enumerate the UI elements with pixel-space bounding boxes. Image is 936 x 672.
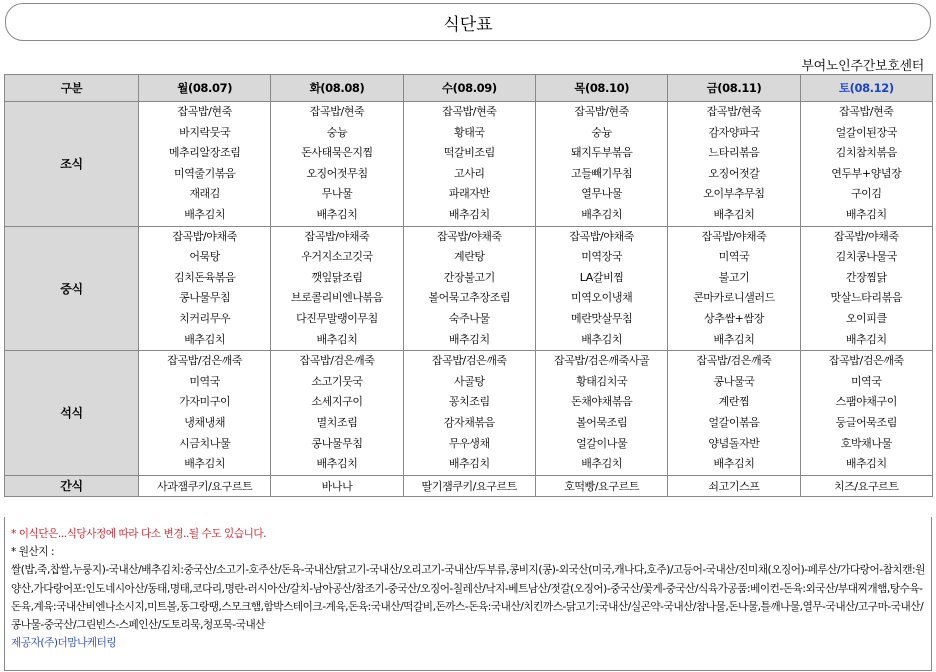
dish-item: LA갈비찜 xyxy=(579,270,624,284)
dish-item: 열무나물 xyxy=(581,187,623,201)
dish-item: 콩나물무침 xyxy=(311,436,363,450)
dish-item: 잡곡밥/검은깨죽 xyxy=(431,354,507,368)
snack-cell-wed: 딸기잼쿠키/요구르트 xyxy=(403,475,535,496)
origin-label: * 원산지 : xyxy=(11,546,55,559)
meal-row xyxy=(5,102,933,227)
dish-item: 깻잎닭조림 xyxy=(311,270,363,284)
dish-item: 김치돈육볶음 xyxy=(173,270,236,284)
notes-section xyxy=(4,517,932,671)
dish-item: 미역국 xyxy=(189,374,220,388)
dish-item: 감자채볶음 xyxy=(443,415,495,429)
meal-cell-tue xyxy=(271,351,403,476)
meal-cell-mon xyxy=(139,226,271,351)
dish-item: 콩나물국 xyxy=(713,374,755,388)
dish-item: 양념돌자반 xyxy=(708,436,760,450)
dish-item: 어묵탕 xyxy=(189,250,220,264)
dish-item: 잡곡밥/현죽 xyxy=(574,105,629,118)
origin-details: 쌀(밥,죽,찹쌀,누룽지)-국내산/배추김치:중국산/소고기-호주산/돈육-국내산/닭고기-국내산/오리고기-국내산/두부류,콩비지(콩)-외국산(미국,캐나다,호주)/고등어-국내산/진미채(오징어)-페루산/가다랑어-참치캔:원양산,가다랑어포:인도네시아산/동태,명태,코다리,명란-러시아산/갈치-남아공산/참조기-중국산/오징어-칠레산/낙지-베트남산/젓갈(오징어)-중국산/꽃게-중국산/식육가공품:베이컨-돈육:외국산/부대찌개햄,탕수육-돈육,계육:국내산비엔나소시지,미트볼,동그랑땡,스모크햄,함박스테이크-계육,돈육:국내산/떡갈비,돈까스-돈육:국내산/치킨까스-닭고기:국내산/실곤약-국내산/참나물,돈나물,틀깨나물,열무-국내산/고구마-국내산/콩나물-중국산/그린빈스-스페인산/도토리묵,청포묵-국내산 xyxy=(11,564,925,632)
dish-item: 잡곡밥/야채죽 xyxy=(833,229,899,243)
dish-item: 얼갈이나물 xyxy=(576,436,628,450)
dish-item: 잡곡밥/검은깨죽 xyxy=(299,354,375,368)
header-row xyxy=(5,75,933,102)
dish-item: 바지락뭇국 xyxy=(179,125,231,139)
dish-item: 무나물 xyxy=(321,187,353,201)
day-header-thu: 목(08.10) xyxy=(535,75,667,102)
dish-item: 소세지구이 xyxy=(311,395,363,409)
meal-cell-thu xyxy=(535,226,667,351)
dish-item: 황태김치국 xyxy=(576,374,628,388)
dish-item: 김치참치볶음 xyxy=(835,146,897,160)
meal-cell-fri xyxy=(668,102,800,227)
dish-item: 배추김치 xyxy=(713,207,755,221)
dish-item: 무우생채 xyxy=(448,436,490,450)
dish-item: 잡곡밥/현죽 xyxy=(442,105,497,118)
dish-item: 잡곡밥/현죽 xyxy=(177,105,232,118)
dish-item: 맛살느타리볶음 xyxy=(830,291,903,305)
dish-item: 둥글어묵조림 xyxy=(835,415,897,429)
snack-cell-thu: 호떡빵/요구르트 xyxy=(535,475,667,496)
dish-item: 미역국 xyxy=(850,374,882,388)
dish-item: 얼갈이된장국 xyxy=(835,125,897,139)
snack-category-label: 간식 xyxy=(5,475,139,496)
dish-item: 배추김치 xyxy=(845,457,887,471)
day-header-tue: 화(08.08) xyxy=(271,75,403,102)
dish-item: 오징어젓갈 xyxy=(708,166,760,180)
dish-item: 김치콩나물국 xyxy=(835,250,897,264)
dish-item: 구이김 xyxy=(850,187,882,201)
meal-cell-thu xyxy=(535,102,667,227)
dish-item: 사골탕 xyxy=(453,374,485,388)
dish-item: 배추김치 xyxy=(448,207,490,221)
dish-item: 배추김치 xyxy=(316,457,358,471)
dish-item: 배추김치 xyxy=(448,457,490,471)
dish-item: 미역장국 xyxy=(581,250,623,264)
dish-item: 잡곡밥/현죽 xyxy=(839,105,894,118)
dish-item: 떡갈비조림 xyxy=(443,146,495,160)
dish-item: 잡곡밥/검은깨죽사골 xyxy=(553,354,650,368)
dish-item: 불고기 xyxy=(718,270,750,284)
dish-item: 메란맛살무침 xyxy=(570,311,633,325)
dish-item: 파래자반 xyxy=(448,187,490,201)
dish-item: 잡곡밥/현죽 xyxy=(309,105,365,118)
day-header-sat: 토(08.12) xyxy=(800,75,932,102)
meal-row xyxy=(5,351,933,476)
dish-item: 호박채나물 xyxy=(840,436,892,450)
dish-item: 배추김치 xyxy=(581,457,623,471)
weekly-menu-table xyxy=(4,74,933,497)
meal-category-label: 석식 xyxy=(5,351,139,476)
dish-item: 배추김치 xyxy=(448,332,490,346)
dish-item: 잡곡밥/검은깨죽 xyxy=(696,354,772,368)
dish-item: 냉채냉채 xyxy=(184,415,226,429)
dish-item: 황태국 xyxy=(453,125,485,139)
dish-item: 고사리 xyxy=(453,166,485,180)
meal-cell-mon xyxy=(139,102,271,227)
dish-item: 볼어묵고추장조림 xyxy=(428,291,511,305)
dish-item: 얼갈이볶음 xyxy=(708,415,760,429)
organization-name: 부여노인주간보호센터 xyxy=(801,59,924,74)
snack-cell-mon: 사과잼쿠키/요구르트 xyxy=(139,475,271,496)
dish-item: 배추김치 xyxy=(845,332,887,346)
dish-item: 잡곡밥/현죽 xyxy=(706,105,762,118)
dish-item: 오이피클 xyxy=(845,311,887,325)
day-header-wed: 수(08.09) xyxy=(403,75,535,102)
dish-item: 오이부추무침 xyxy=(703,187,765,201)
meal-cell-wed xyxy=(403,351,535,476)
dish-item: 숙주나물 xyxy=(448,311,490,325)
dish-item: 돼지두부볶음 xyxy=(570,146,633,160)
dish-item: 미역줄기볶음 xyxy=(173,166,236,180)
snack-cell-fri: 쇠고기스프 xyxy=(668,475,800,496)
dish-item: 연두부+양념장 xyxy=(831,166,902,180)
dish-item: 배추김치 xyxy=(581,332,623,346)
dish-item: 미역국 xyxy=(718,250,750,264)
meal-cell-mon xyxy=(139,351,271,476)
dish-item: 느타리볶음 xyxy=(708,146,760,160)
meal-category-label: 조식 xyxy=(5,102,139,227)
dish-item: 잡곡밥/야채죽 xyxy=(701,229,767,243)
dish-item: 볼어묵조림 xyxy=(576,415,628,429)
dish-item: 감자양파국 xyxy=(708,125,760,139)
dish-item: 메추리알장조림 xyxy=(168,146,241,160)
dish-item: 배추김치 xyxy=(184,207,226,221)
dish-item: 배추김치 xyxy=(316,332,358,346)
dish-item: 간장불고기 xyxy=(443,270,495,284)
meal-cell-sat xyxy=(800,351,932,476)
dish-item: 오징어젓무침 xyxy=(306,166,368,180)
page-title: 식단표 xyxy=(443,14,493,35)
dish-item: 잡곡밥/야채죽 xyxy=(304,229,370,243)
dish-item: 잡곡밥/야채죽 xyxy=(172,229,237,243)
dish-item: 잡곡밥/검은깨죽 xyxy=(828,354,904,368)
dish-item: 배추김치 xyxy=(184,332,226,346)
snack-cell-tue: 바나나 xyxy=(271,475,403,496)
dish-item: 잡곡밥/검은깨죽 xyxy=(167,354,243,368)
meal-cell-sat xyxy=(800,102,932,227)
dish-item: 배추김치 xyxy=(713,332,755,346)
dish-item: 가자미구이 xyxy=(179,395,231,409)
meal-cell-fri xyxy=(668,351,800,476)
dish-item: 콘마카로니샐러드 xyxy=(693,291,775,305)
meal-category-label: 중식 xyxy=(5,226,139,351)
snack-row xyxy=(5,475,933,496)
dish-item: 배추김치 xyxy=(316,207,358,221)
dish-item: 잡곡밥/야채죽 xyxy=(569,229,634,243)
meal-cell-wed xyxy=(403,226,535,351)
dish-item: 계란탕 xyxy=(453,250,485,264)
dish-item: 우거지소고깃국 xyxy=(301,250,373,264)
meal-cell-tue xyxy=(271,102,403,227)
change-notice: * 이식단은...식당사정에 따라 다소 변경..될 수도 있습니다. xyxy=(11,528,267,540)
dish-item: 배추김치 xyxy=(581,207,623,221)
meal-cell-thu xyxy=(535,351,667,476)
dish-item: 숭늉 xyxy=(591,125,612,139)
dish-item: 계란찜 xyxy=(718,395,750,409)
menu-title-banner xyxy=(5,3,931,41)
dish-item: 콩나물무침 xyxy=(179,291,231,305)
dish-item: 상추쌈+쌈장 xyxy=(704,311,764,325)
dish-item: 스팸야채구이 xyxy=(835,395,897,409)
dish-item: 돈사태묵은지찜 xyxy=(301,146,373,160)
dish-item: 브로콜리비엔나볶음 xyxy=(290,291,384,305)
dish-item: 고들빼기무침 xyxy=(570,166,633,180)
provider-info: 제공자(주)더맘나케터링 xyxy=(11,637,117,650)
dish-item: 시금치나물 xyxy=(179,436,231,450)
day-header-mon: 월(08.07) xyxy=(139,75,271,102)
meal-cell-wed xyxy=(403,102,535,227)
corner-header: 구분 xyxy=(5,75,139,102)
dish-item: 멸치조림 xyxy=(316,415,358,429)
dish-item: 간장찜닭 xyxy=(845,270,887,284)
meal-cell-tue xyxy=(271,226,403,351)
dish-item: 배추김치 xyxy=(845,207,887,221)
dish-item: 배추김치 xyxy=(713,457,755,471)
meal-cell-fri xyxy=(668,226,800,351)
dish-item: 미역오이냉채 xyxy=(570,291,633,305)
dish-item: 다진무말랭이무침 xyxy=(296,311,378,325)
meal-cell-sat xyxy=(800,226,932,351)
dish-item: 숭늉 xyxy=(326,125,348,139)
dish-item: 배추김치 xyxy=(184,457,226,471)
snack-cell-sat: 치즈/요구르트 xyxy=(800,475,932,496)
dish-item: 꽁치조림 xyxy=(448,395,490,409)
meal-row xyxy=(5,226,933,351)
dish-item: 치커리무우 xyxy=(179,311,231,325)
day-header-fri: 금(08.11) xyxy=(668,75,800,102)
dish-item: 돈채야채볶음 xyxy=(570,395,633,409)
dish-item: 소고기뭇국 xyxy=(311,374,363,388)
dish-item: 재래김 xyxy=(189,187,220,201)
dish-item: 잡곡밥/야채죽 xyxy=(436,229,502,243)
